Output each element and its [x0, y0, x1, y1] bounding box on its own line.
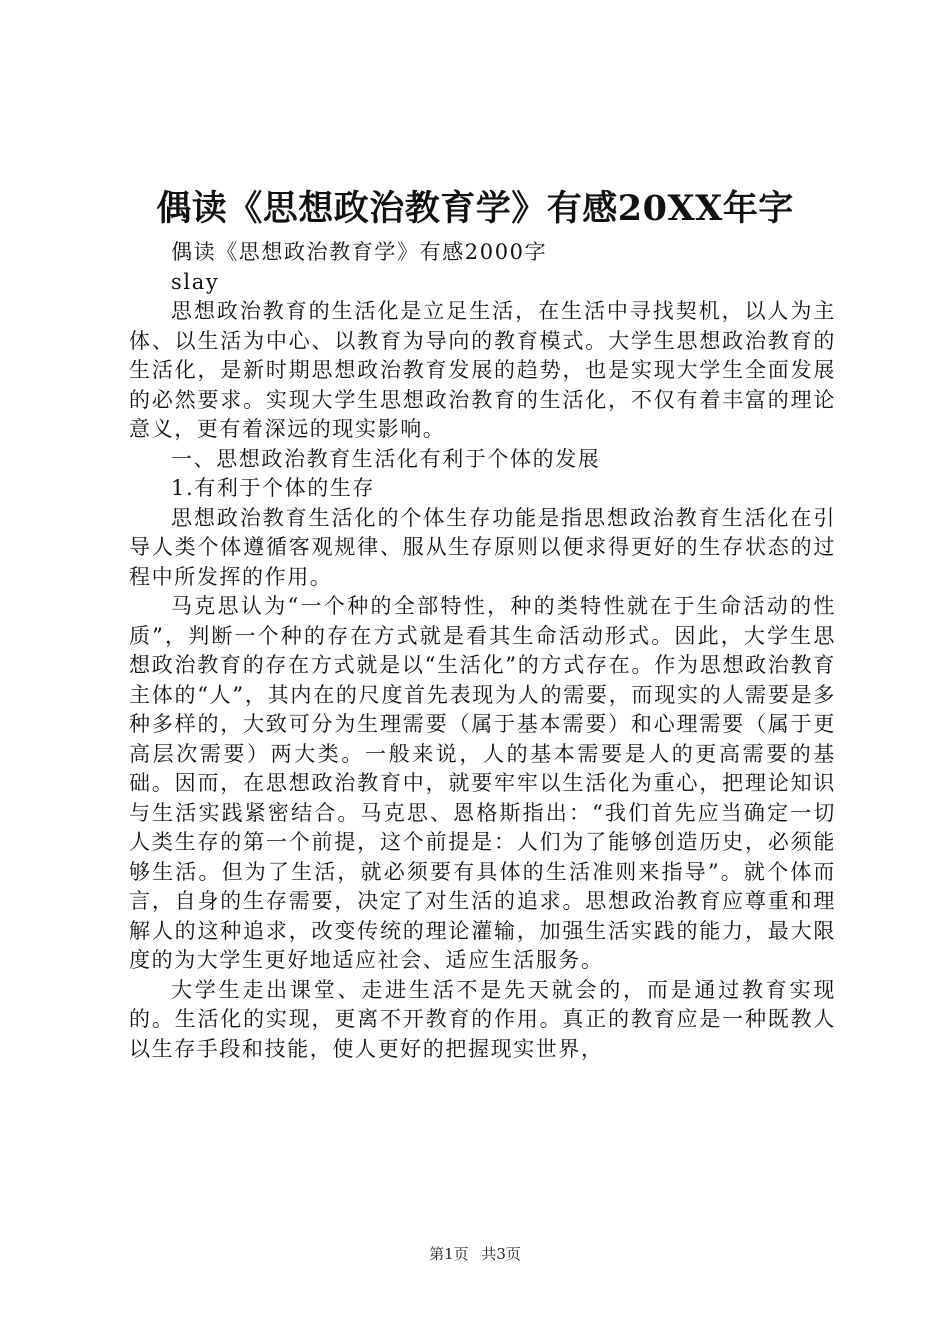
page-total: 共3页 [481, 1245, 521, 1263]
paragraph: 思想政治教育生活化的个体生存功能是指思想政治教育生活化在引导人类个体遵循客观规律、服从生存原则以便求得更好的生存状态的过程中所发挥的作用。 [129, 505, 836, 589]
document-body [129, 238, 836, 1064]
subtitle-line: 偶读《思想政治教育学》有感2000字 [171, 240, 548, 264]
subsection-heading: 1.有利于个体的生存 [171, 476, 376, 500]
paragraph: 思想政治教育的生活化是立足生活，在生活中寻找契机，以人为主体、以生活为中心、以教育为导向的教育模式。大学生思想政治教育的生活化，是新时期思想政治教育发展的趋势，也是实现大学生全面发展的必然要求。实现大学生思想政治教育的生活化，不仅有着丰富的理论意义，更有着深远的现实影响。 [129, 299, 836, 441]
document-title: 偶读《思想政治教育学》有感20XX年字 [156, 188, 794, 229]
author-line: slay [171, 269, 220, 294]
section-heading: 一、思想政治教育生活化有利于个体的发展 [171, 446, 601, 471]
paragraph: 马克思认为“一个种的全部特性，种的类特性就在于生命活动的性质”，判断一个种的存在方式就是看其生命活动形式。因此，大学生思想政治教育的存在方式就是以“生活化”的方式存在。作为思想政治教育主体的“人”，其内在的尺度首先表现为人的需要，而现实的人需要是多种多样的，大致可分为生理需要（属于基本需要）和心理需要（属于更高层次需要）两大类。一般来说，人的基本需要是人的更高需要的基础。因而，在思想政治教育中，就要牢牢以生活化为重心，把理论知识与生活实践紧密结合。马克思、恩格斯指出：“我们首先应当确定一切人类生存的第一个前提，这个前提是：人们为了能够创造历史，必须能够生活。但为了生活，就必须要有具体的生活准则来指导”。就个体而言，自身的生存需要，决定了对生活的追求。思想政治教育应尊重和理解人的这种追求，改变传统的理论灌输，加强生活实践的能力，最大限度的为大学生更好地适应社会、适应生活服务。 [129, 594, 836, 972]
page-number: 第1页 [429, 1245, 469, 1263]
paragraph: 大学生走出课堂、走进生活不是先天就会的，而是通过教育实现的。生活化的实现，更离不开教育的作用。真正的教育应是一种既教人以生存手段和技能，使人更好的把握现实世界， [129, 977, 836, 1061]
page-footer [0, 1244, 950, 1264]
